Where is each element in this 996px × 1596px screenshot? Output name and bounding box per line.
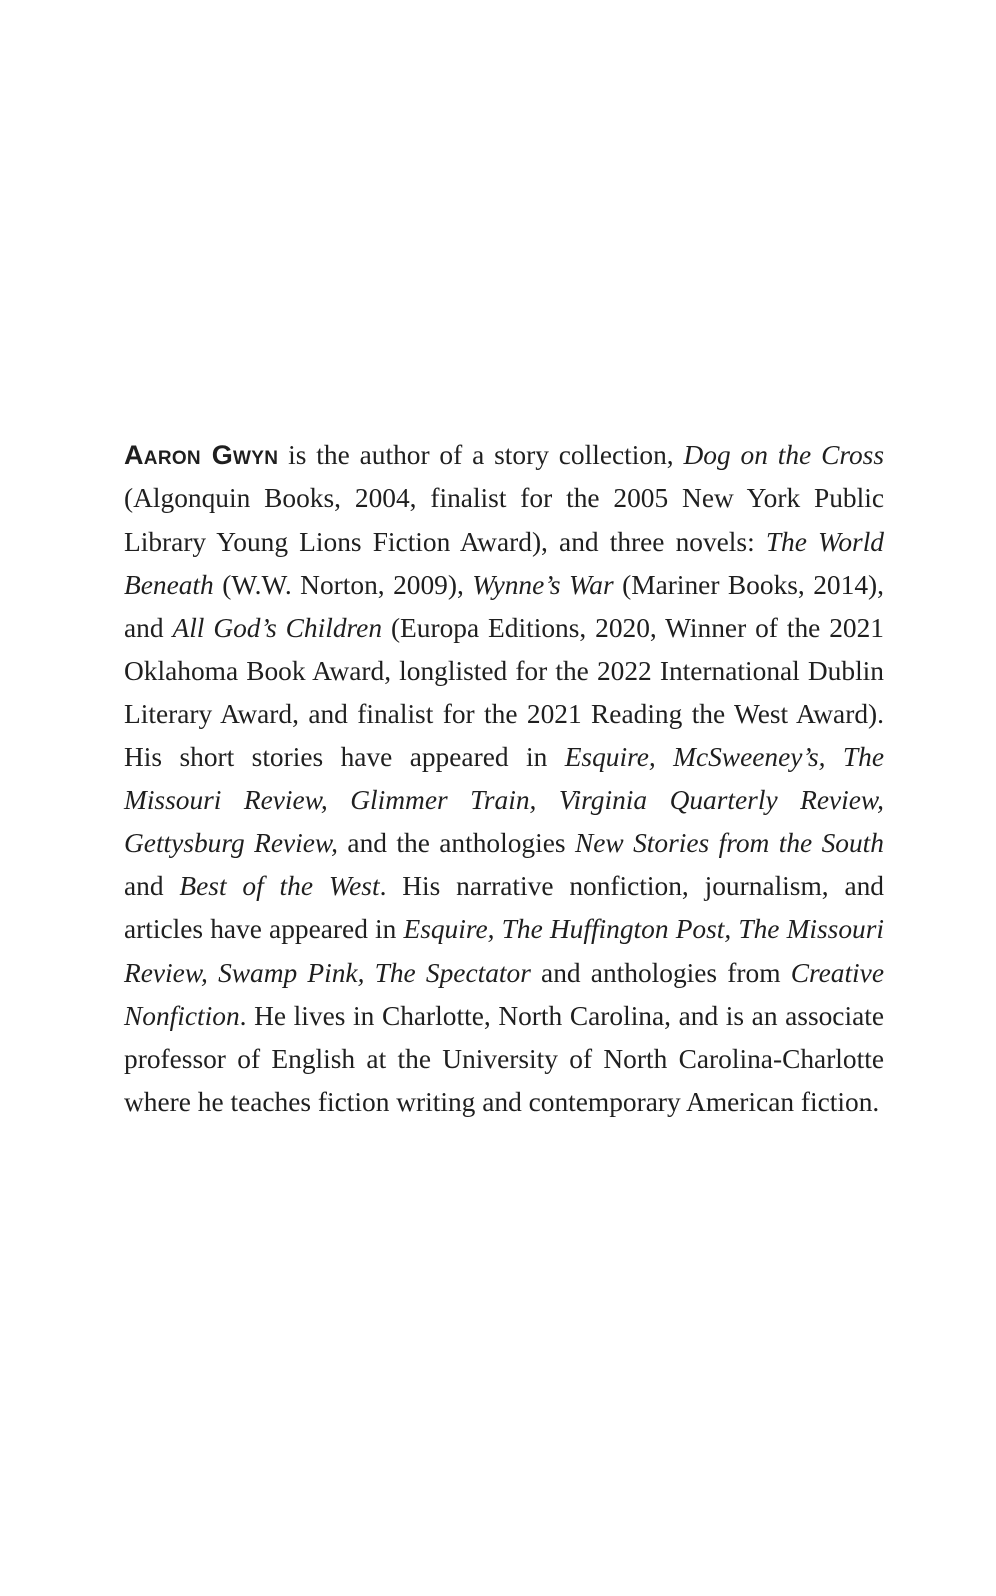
anthology-creative-nonfiction: Creative Nonfiction [124, 957, 884, 1031]
publication-list-nonfiction: Esquire, The Huffington Post, The Missouri Review, Swamp Pink, The Spectator [124, 914, 884, 988]
bio-segment: is the author of a story collection, [278, 440, 684, 471]
bio-segment: and the anthologies [338, 828, 575, 859]
author-name: Aaron Gwyn [124, 440, 279, 471]
anthology-new-stories-from-the-south: New Stories from the South [574, 828, 884, 859]
book-title-all-gods-children: All God’s Children [172, 612, 383, 643]
author-bio-paragraph [124, 434, 884, 1124]
bio-segment: and [124, 871, 180, 902]
book-title-dog-on-the-cross: Dog on the Cross [683, 440, 884, 471]
bio-segment: (W.W. Norton, 2009), [213, 569, 473, 600]
bio-segment: (Mariner Books, 2014), and [124, 569, 884, 643]
bio-segment: and anthologies from [530, 957, 791, 988]
anthology-best-of-the-west: Best of the West [179, 871, 380, 902]
bio-segment: (Europa Editions, 2020, Winner of the 2021 Oklahoma Book Award, longlisted for the 2022 International Dublin Literary Award, and finalist for the 2021 Reading the West Award). His short stories have appeared in [124, 612, 884, 773]
bio-segment: (Algonquin Books, 2004, finalist for the 2005 New York Public Library Young Lions Fiction Award), and three novels: [124, 483, 884, 557]
book-title-wynnes-war: Wynne’s War [472, 569, 614, 600]
bio-segment: . His narrative nonfiction, journalism, and articles have appeared in [124, 871, 884, 945]
publication-list-stories: Esquire, McSweeney’s, The Missouri Review, Glimmer Train, Virginia Quarterly Review, Gettysburg Review, [124, 742, 884, 859]
book-title-the-world-beneath: The World Beneath [124, 526, 884, 600]
bio-segment: . He lives in Charlotte, North Carolina, and is an associate professor of English at the University of North Carolina-Charlotte where he teaches fiction writing and contemporary American fiction. [124, 1000, 884, 1117]
